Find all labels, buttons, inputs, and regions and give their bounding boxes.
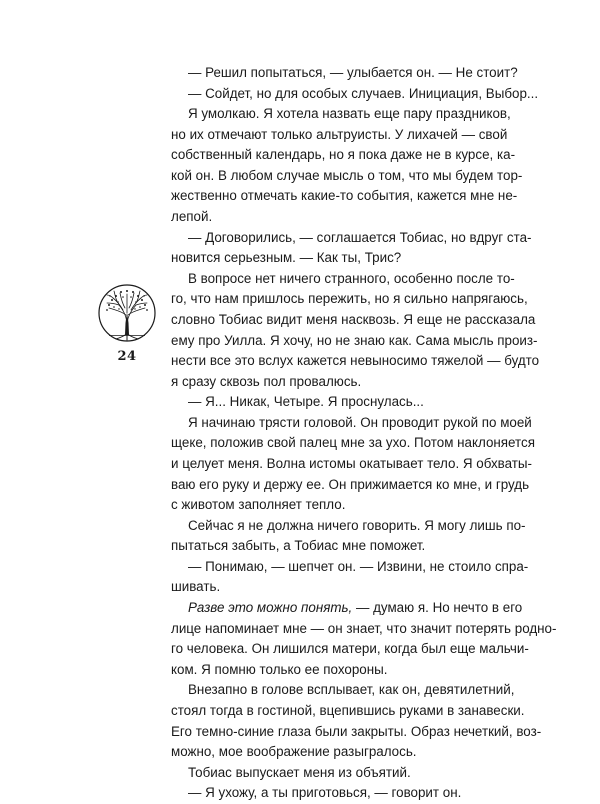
text-line: — Я ухожу, а ты приготовься, — говорит он. <box>188 785 462 801</box>
text-line: го человека. Он лишился матери, когда был еще мальчи- <box>171 641 529 657</box>
text-line: стоял тогда в гостиной, вцепившись руками в занавески. <box>171 702 525 718</box>
text-line: ему про Уилла. Я хочу, но не знаю как. Сама мысль произ- <box>171 332 538 348</box>
text-line: я сразу сквозь пол провалюсь. <box>171 373 362 389</box>
text-line: го, что нам пришлось пережить, но я сильно напрягаюсь, <box>171 291 528 307</box>
text-line: лепой. <box>171 209 213 225</box>
text-line: кой он. В любом случае мысль о том, что мы будем тор- <box>171 167 523 183</box>
text-line: Сейчас я не должна ничего говорить. Я могу лишь по- <box>188 517 526 533</box>
text-line: щеке, положив свой палец мне за ухо. Потом наклоняется <box>171 435 535 451</box>
text-line: словно Тобиас видит меня насквозь. Я еще не рассказала <box>171 311 536 327</box>
text-line: пытаться забыть, а Тобиас мне поможет. <box>171 538 426 554</box>
text-line: но их отмечают только альтруисты. У лихачей — свой <box>171 126 508 142</box>
text-line: — Понимаю, — шепчет он. — Извини, не стоило спра- <box>188 558 529 574</box>
text-line: и целует меня. Волна истомы окатывает тело. Я обхваты- <box>171 455 532 471</box>
text-line: — Решил попытаться, — улыбается он. — Не стоит? <box>188 65 518 80</box>
text-line: нести все это вслух кажется невыносимо тяжелой — будто <box>171 353 540 369</box>
text-line: — Я... Никак, Четыре. Я проснулась... <box>188 394 424 410</box>
text-line: можно, мое воображение разыгралось. <box>171 744 417 760</box>
text-line: Тобиас выпускает меня из объятий. <box>188 764 411 780</box>
text-line: — Договорились, — соглашается Тобиас, но вдруг ста- <box>188 229 532 245</box>
text-line: В вопросе нет ничего странного, особенно после то- <box>188 270 515 286</box>
tree-icon <box>97 283 157 343</box>
text-line: Я начинаю трясти головой. Он проводит рукой по моей <box>188 414 532 430</box>
text-line: шивать. <box>171 579 221 595</box>
text-line-rest: — думаю я. Но нечто в его <box>352 600 523 616</box>
italic-phrase: Разве это можно понять, <box>188 600 353 616</box>
text-line: Я умолкаю. Я хотела назвать еще пару праздников, <box>188 106 511 122</box>
text-line: — Сойдет, но для особых случаев. Инициация, Выбор... <box>188 85 539 101</box>
text-line: Внезапно в голове всплывает, как он, девятилетний, <box>188 682 515 698</box>
text-line: лице напоминает мне — он знает, что значит потерять родно- <box>171 620 557 636</box>
text-line: собственный календарь, но я пока даже не в курсе, ка- <box>171 147 516 163</box>
text-line: новится серьезным. — Как ты, Трис? <box>171 250 402 266</box>
body-text <box>171 63 557 804</box>
text-line: ком. Я помню только ее похороны. <box>171 661 388 677</box>
tree-emblem-svg <box>97 283 157 343</box>
text-line: с животом заполняет тепло. <box>171 497 346 513</box>
text-line: ваю его руку и держу ее. Он прижимается ко мне, и грудь <box>171 476 530 492</box>
text-line: Его темно-синие глаза были закрыты. Образ нечеткий, воз- <box>171 723 542 739</box>
text-line: жественно отмечать какие-то события, кажется мне не- <box>171 188 518 204</box>
page-number: 24 <box>117 349 137 364</box>
text-line-italic-mixed <box>171 598 523 619</box>
